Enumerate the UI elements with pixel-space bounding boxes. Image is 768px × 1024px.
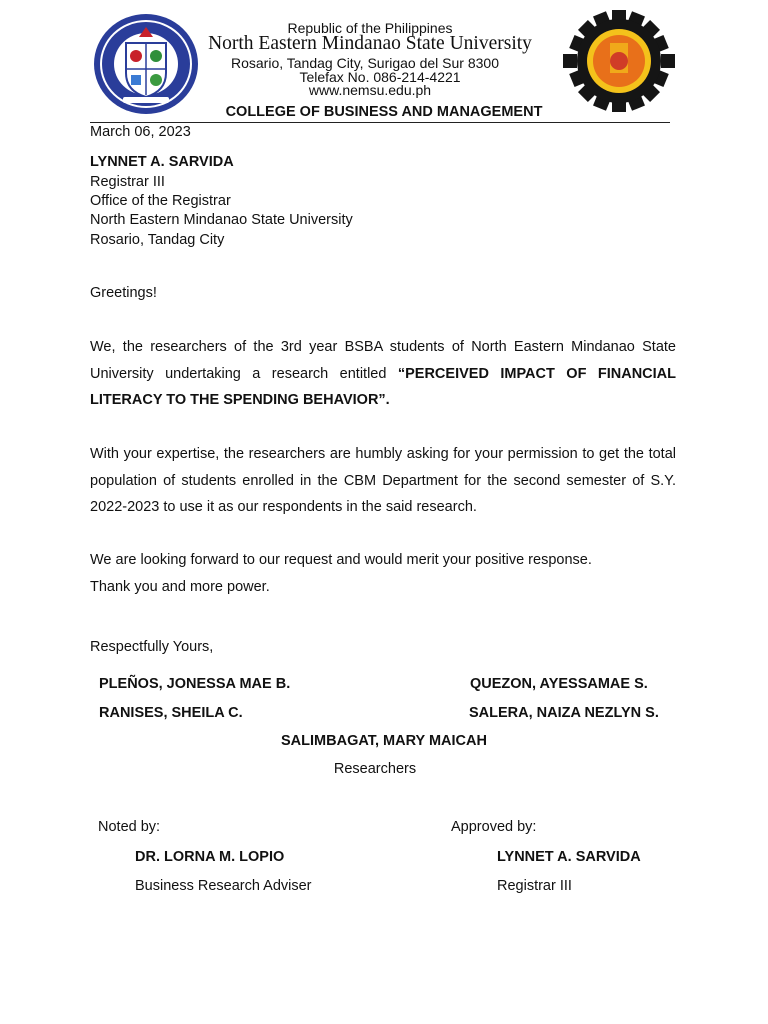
recipient-location: Rosario, Tandag City <box>90 232 225 248</box>
researcher-name: RANISES, SHEILA C. <box>99 705 243 721</box>
research-title: “PERCEIVED IMPACT OF FINANCIAL LITERACY TO THE SPENDING BEHAVIOR”. <box>90 365 676 408</box>
header-college: COLLEGE OF BUSINESS AND MANAGEMENT <box>225 104 543 120</box>
letter-date: March 06, 2023 <box>90 124 191 140</box>
noted-by-label: Noted by: <box>98 819 161 835</box>
noted-by-title: Business Research Adviser <box>135 878 312 894</box>
header-address: Rosario, Tandag City, Surigao del Sur 8300 <box>231 55 499 71</box>
complimentary-close: Respectfully Yours, <box>90 639 214 655</box>
header-university: North Eastern Mindanao State University <box>208 33 532 54</box>
researchers-label: Researchers <box>333 761 417 777</box>
header-republic: Republic of the Philippines <box>287 20 453 36</box>
paragraph-research-intro <box>90 334 676 414</box>
noted-by-name: DR. LORNA M. LOPIO <box>135 849 285 865</box>
paragraph-research-text: We, the researchers of the 3rd year BSBA students of North Eastern Mindanao State University undertaking a research entitled <box>90 339 676 382</box>
greeting: Greetings! <box>90 285 157 301</box>
researcher-name: SALERA, NAIZA NEZLYN S. <box>469 705 659 721</box>
college-gear-seal-icon <box>563 10 675 112</box>
researcher-name: SALIMBAGAT, MARY MAICAH <box>281 733 487 749</box>
approved-by-title: Registrar III <box>497 878 572 894</box>
recipient-name: LYNNET A. SARVIDA <box>90 154 234 170</box>
recipient-position: Registrar III <box>90 174 165 190</box>
header-website: www.nemsu.edu.ph <box>308 82 432 98</box>
researcher-name: PLEÑOS, JONESSA MAE B. <box>99 676 291 692</box>
researcher-name: QUEZON, AYESSAMAE S. <box>470 676 648 692</box>
university-seal-icon <box>93 13 199 115</box>
closing-line-2: Thank you and more power. <box>90 579 270 595</box>
approved-by-label: Approved by: <box>451 819 537 835</box>
recipient-institution: North Eastern Mindanao State University <box>90 212 353 228</box>
recipient-office: Office of the Registrar <box>90 193 231 209</box>
approved-by-name: LYNNET A. SARVIDA <box>497 849 641 865</box>
closing-line-1: We are looking forward to our request and would merit your positive response. <box>90 552 592 568</box>
paragraph-request: With your expertise, the researchers are humbly asking for your permission to get the total population of students enrolled in the CBM Department for the second semester of S.Y. 2022-2023 to use it as our respondents in the said research. <box>90 446 676 515</box>
header-telefax: Telefax No. 086-214-4221 <box>299 69 461 85</box>
header-divider <box>90 122 670 123</box>
